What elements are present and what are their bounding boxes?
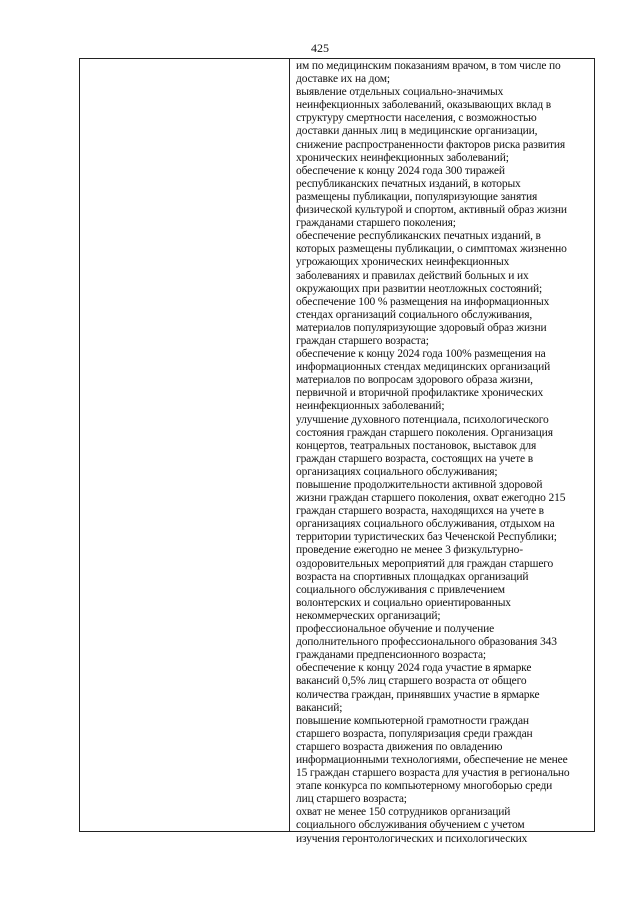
text-line: хронических неинфекционных заболеваний; — [296, 151, 509, 164]
text-line: волонтерских и социально ориентированных — [296, 596, 511, 609]
text-line: повышение продолжительности активной здоровой — [296, 479, 543, 491]
text-line: доставке их на дом; — [296, 73, 390, 86]
text-line: повышение компьютерной грамотности граждан — [296, 714, 529, 727]
text-line: обеспечение к концу 2024 года 300 тиражей — [296, 164, 505, 177]
text-line: возраста на спортивных площадках организаций — [296, 570, 529, 583]
text-line: заболеваниях и правилах действий больных и их — [296, 269, 529, 282]
text-line: гражданами старшего поколения; — [296, 217, 456, 230]
text-line: снижение распространенности факторов риска развития — [296, 138, 566, 151]
text-line: профессиональное обучение и получение — [296, 623, 495, 636]
text-line: изучения геронтологических и психологических — [296, 832, 528, 845]
table-right-cell — [290, 59, 594, 845]
text-line: жизни граждан старшего поколения, охват ежегодно 215 — [296, 492, 566, 505]
text-line: размещены публикации, популяризующие занятия — [296, 190, 538, 203]
text-line: материалов популяризующие здоровый образ жизни — [296, 321, 547, 334]
text-line: информационными технологиями, обеспечение не менее — [296, 753, 568, 766]
text-line: стендах организаций социального обслуживания, — [296, 308, 533, 321]
text-line: концертов, театральных постановок, выставок для — [296, 439, 537, 452]
table-left-cell — [80, 59, 290, 831]
text-line: улучшение духовного потенциала, психологического — [296, 413, 549, 426]
text-line: доставки данных лиц в медицинские организации, — [296, 125, 538, 138]
text-line: состояния граждан старшего поколения. Организация — [296, 426, 553, 439]
text-line: структуру смертности населения, с возможностью — [296, 112, 537, 125]
text-line: социального обслуживания обучением с учетом — [296, 819, 525, 832]
text-line: старшего возраста, популяризация среди граждан — [296, 727, 533, 740]
text-line: оздоровительных мероприятий для граждан старшего — [296, 557, 554, 570]
document-table — [79, 58, 595, 845]
page-number: 425 — [311, 41, 329, 55]
text-line: дополнительного профессионального образования 343 — [296, 636, 557, 649]
text-line: республиканских печатных изданий, в которых — [296, 177, 521, 190]
text-line: территории туристических баз Чеченской Республики; — [296, 531, 557, 544]
text-line: охват не менее 150 сотрудников организаций — [296, 806, 511, 819]
text-line: граждан старшего возраста; — [296, 334, 429, 347]
text-line: неинфекционных заболеваний; — [296, 400, 445, 413]
text-line: граждан старшего возраста, находящихся на учете в — [296, 505, 544, 518]
text-line: обеспечение 100 % размещения на информационных — [296, 295, 550, 308]
text-line: проведение ежегодно не менее 3 физкультурно- — [296, 544, 523, 557]
text-line: организациях социального обслуживания, отдыхом на — [296, 518, 555, 531]
text-line: первичной и вторичной профилактике хронических — [296, 387, 544, 400]
text-line: организациях социального обслуживания; — [296, 465, 498, 478]
text-line: окружающих при развитии неотложных состояний; — [296, 282, 543, 295]
text-line: им по медицинским показаниям врачом, в том числе по — [296, 60, 561, 72]
text-line: лиц старшего возраста; — [296, 793, 407, 806]
text-line: вакансий 0,5% лиц старшего возраста от общего — [296, 675, 527, 688]
text-line: 15 граждан старшего возраста для участия в регионально — [296, 767, 570, 780]
text-line: обеспечение республиканских печатных изданий, в — [296, 230, 541, 243]
text-line: которых размещены публикации, о симптомах жизненно — [296, 243, 567, 256]
text-line: обеспечение к концу 2024 года участие в ярмарке — [296, 662, 532, 675]
text-line: угрожающих хронических неинфекционных — [296, 256, 510, 269]
text-line: гражданами предпенсионного возраста; — [296, 649, 486, 662]
text-line: выявление отдельных социально-значимых — [296, 86, 504, 99]
text-line: обеспечение к концу 2024 года 100% размещения на — [296, 348, 546, 361]
text-line: неинфекционных заболеваний, оказывающих вклад в — [296, 99, 552, 112]
text-line: информационных стендах медицинских организаций — [296, 361, 551, 374]
text-line: количества граждан, принявших участие в ярмарке — [296, 688, 540, 701]
text-line: граждан старшего возраста, состоящих на учете в — [296, 452, 533, 465]
text-line: социального обслуживания с привлечением — [296, 583, 505, 596]
text-line: физической культурой и спортом, активный образ жизни — [296, 204, 567, 217]
text-line: этапе конкурса по компьютерному многоборью среди — [296, 780, 553, 793]
text-line: старшего возраста движения по овладению — [296, 740, 503, 753]
text-line: материалов по вопросам здорового образа жизни, — [296, 374, 533, 387]
text-line: некоммерческих организаций; — [296, 609, 441, 622]
text-line: вакансий; — [296, 701, 343, 714]
